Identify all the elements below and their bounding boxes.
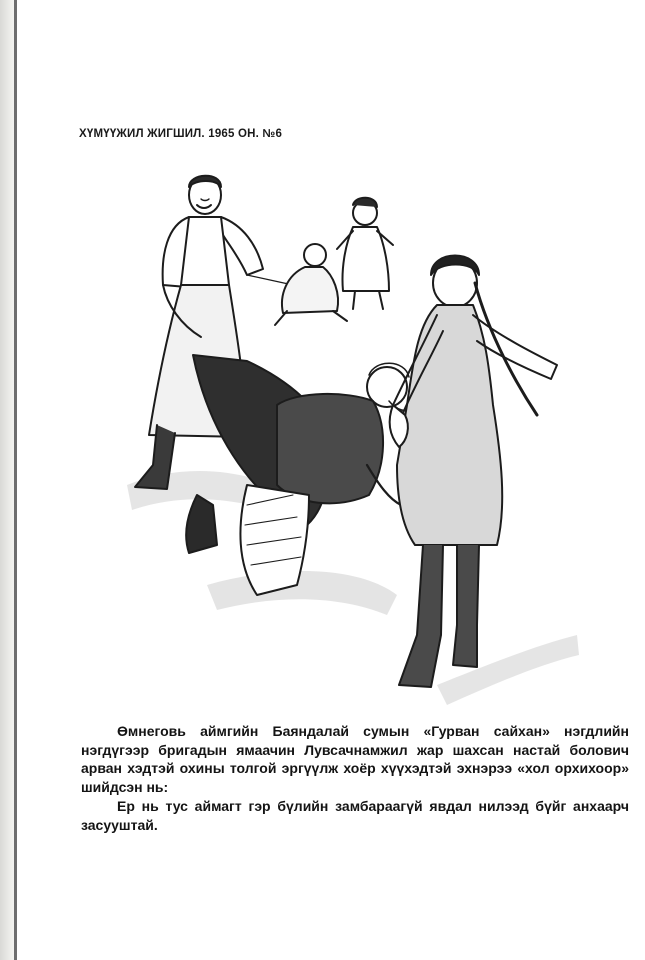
family-scene-illustration [97, 165, 597, 720]
caption-paragraph-2: Ер нь тус аймагт гэр бүлийн замбараагүй явдал нилээд бүйг анхаарч засууштай. [81, 797, 629, 833]
toddler-figures [275, 198, 393, 325]
running-head: ХҮМҮҮЖИЛ ЖИГШИЛ. 1965 ОН. №6 [79, 128, 283, 140]
magazine-page [17, 0, 645, 960]
illustration-caption [81, 722, 629, 834]
young-woman-figure [393, 256, 557, 688]
caption-paragraph-1: Өмнеговь аймгийн Баяндалай сумын «Гурван сайхан» нэгдлийн нэгдүгээр бригадын ямаачин Лувсачнамжил жар шахсан настай болович арван хэдтэй охины толгой эргүүлж хоёр хүүхэдтэй эхнэрээ «хол орхихоор» шийдсэн нь: [81, 723, 629, 796]
